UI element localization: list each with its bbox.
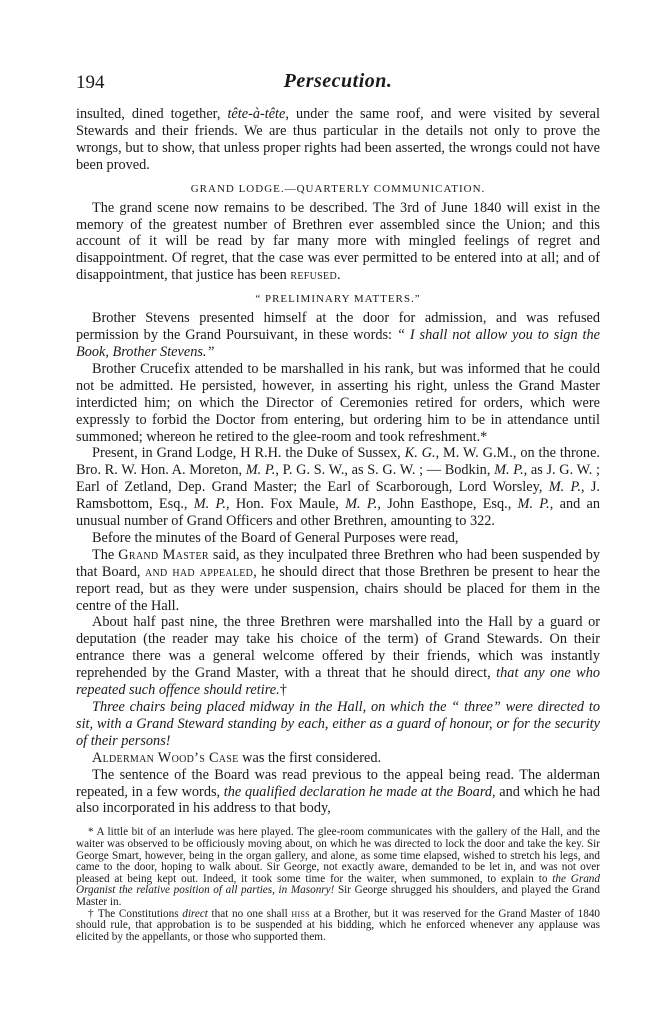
footnote: * A little bit of an interlude was here played. The glee-room communicates with the gallery of the Hall, and the waiter was observed to be officiously moving about, on which he was directed to lock the door and take the key. Sir George Smart, however, being in the organ gallery, and alone, as some time elapsed, wished to stretch his legs, and came to the door, hoping to walk about. Sir George, not exactly aware, demanded to be let in, and was not over pleased at being kept out. Indeed, it took some time for the waiter, when summoned, to explain to the Grand Organist the relative position of all parties, in Masonry! Sir George shrugged his shoulders, and played the Grand Master in. — [76, 826, 600, 908]
paragraph: The sentence of the Board was read previous to the appeal being read. The alderman repeated, in a few words, the qualified declaration he made at the Board, and which he had also incorporated in his address to that body, — [76, 766, 600, 817]
paragraph: Brother Crucefix attended to be marshalled in his rank, but was informed that he could not be admitted. He persisted, however, in asserting his right, unless the Grand Master interdicted him; on which the Director of Ceremonies retired for orders, which were expressly to forbid the Doctor from entering, but ordering him to be in attendance until summoned; whereon he retired to the glee-room and took refreshment.* — [76, 360, 600, 445]
paragraph: Before the minutes of the Board of General Purposes were read, — [92, 529, 459, 546]
footnote: † The Constitutions direct that no one shall hiss at a Brother, but it was reserved for the Grand Master of 1840 should rule, that approbation is to be suspended at his bidding, which he enforced whenever any applause was elicited by the appellants, or those who supported them. — [76, 907, 601, 943]
paragraph: The Grand Master said, as they inculpated three Brethren who had been suspended by that Board, and had appealed, he should direct that those Brethren be present to hear the report read, but as they were under suspension, chairs should be placed for them in the centre of the Hall. — [76, 546, 600, 614]
paragraph: Present, in Grand Lodge, H R.H. the Duke of Sussex, K. G., M. W. G.M., on the throne. Bro. R. W. Hon. A. Moreton, M. P., P. G. S. W., as S. G. W. ; — Bodkin, M. P., as J. G. W. ; Earl of Zetland, Dep. Grand Master; the Earl of Scarborough, Lord Worsley, M. P., J. Ramsbottom, Esq., M. P., Hon. Fox Maule, M. P., John Easthope, Esq., M. P., and an unusual number of Grand Officers and other Brethren, amounting to 322. — [76, 445, 600, 530]
footnotes — [76, 827, 600, 943]
paragraph: The grand scene now remains to be described. The 3rd of June 1840 will exist in the memory of the greatest number of Brethren ever assembled since the Union; and this account of it will be read by far many more with mingled feelings of regret and disappointment. Of regret, that the case was ever permitted to be entered into at all; and of disappointment, that justice has been refused. — [76, 199, 600, 284]
body-text — [76, 106, 600, 817]
running-head — [76, 70, 600, 100]
running-title: Persecution. — [283, 70, 393, 92]
section-heading: GRAND LODGE.—QUARTERLY COMMUNICATION. — [190, 182, 486, 195]
paragraph: Brother Stevens presented himself at the door for admission, and was refused permission by the Grand Poursuivant, in these words: “ I shall not allow you to sign the Book, Brother Stevens.” — [76, 310, 600, 360]
paragraph: insulted, dined together, tête-à-tête, under the same roof, and were visited by several Stewards and their friends. We are thus particular in the details not only to prove the wrongs, but to show, that unless proper rights had been asserted, the wrongs could not have been proved. — [76, 106, 600, 173]
section-heading: “ PRELIMINARY MATTERS.” — [255, 293, 421, 306]
paragraph: Alderman Wood’s Case was the first considered. — [92, 749, 382, 766]
paragraph: About half past nine, the three Brethren were marshalled into the Hall by a guard or deputation (the reader may take his choice of the term) of Grand Stewards. On their entrance there was a general welcome offered by their friends, which was instantly reprehended by the Grand Master, with a threat that he should direct, that any one who repeated such offence should retire.† — [76, 614, 600, 699]
paragraph: Three chairs being placed midway in the Hall, on which the “ three” were directed to sit, with a Grand Steward standing by each, either as a guard of honour, or for the security of their persons! — [76, 699, 600, 749]
page-number: 194 — [76, 72, 105, 93]
